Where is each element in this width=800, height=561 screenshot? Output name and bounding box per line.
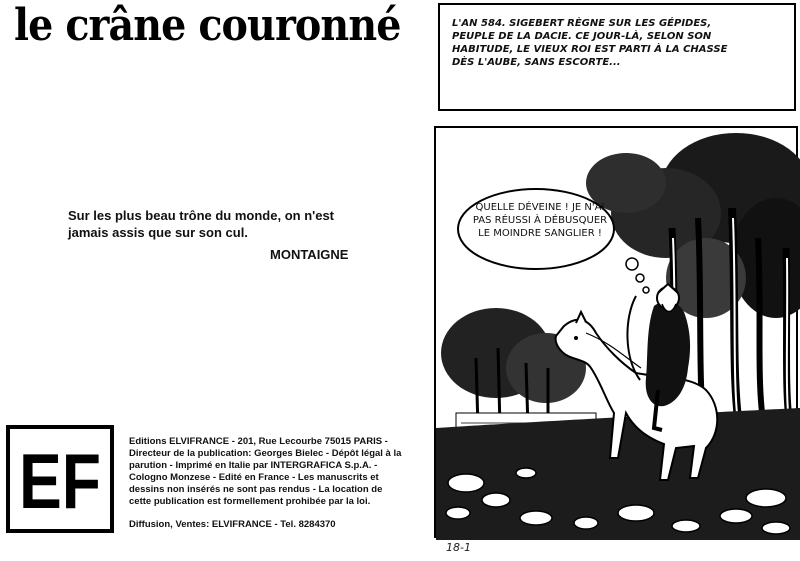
right-page [420,0,800,561]
thought-bubble-text: QUELLE DÉVEINE ! JE N'AI PAS RÉUSSI À DÉBUSQUER LE MOINDRE SANGLIER ! [472,202,608,239]
caption-box [438,3,796,111]
page-number: 18-1 [446,541,471,554]
epigraph-author: MONTAIGNE [270,247,349,262]
ef-logo-icon [14,437,106,525]
imprint-text: Editions ELVIFRANCE - 201, Rue Lecourbe 75015 PARIS - Directeur de la publication: Georges Bielec - Dépôt légal à la parution - Imprimé en Italie par INTERGRAFICA S.p.A. - Cologno Monzese - Edité en France - Les manuscrits et dessins non insérés ne sont pas rendus - La location de cette publication est formellement prohibée par la loi. [129,436,402,507]
publisher-logo [6,425,114,533]
ef-logo-text: EF [19,437,101,525]
caption-text: L'AN 584. SIGEBERT RÈGNE SUR LES GÉPIDES, PEUPLE DE LA DACIE. CE JOUR-LÀ, SELON SON HABITUDE, LE VIEUX ROI EST PARTI À LA CHASSE DÈS L'AUBE, SANS ESCORTE... [452,18,728,68]
comic-panel [434,126,798,538]
page-title: le crâne couronné [14,0,401,51]
epigraph-quote: Sur les plus beau trône du monde, on n'est jamais assis que sur son cul. [68,208,335,240]
diffusion-text: Diffusion, Ventes: ELVIFRANCE - Tel. 8284370 [129,519,336,530]
